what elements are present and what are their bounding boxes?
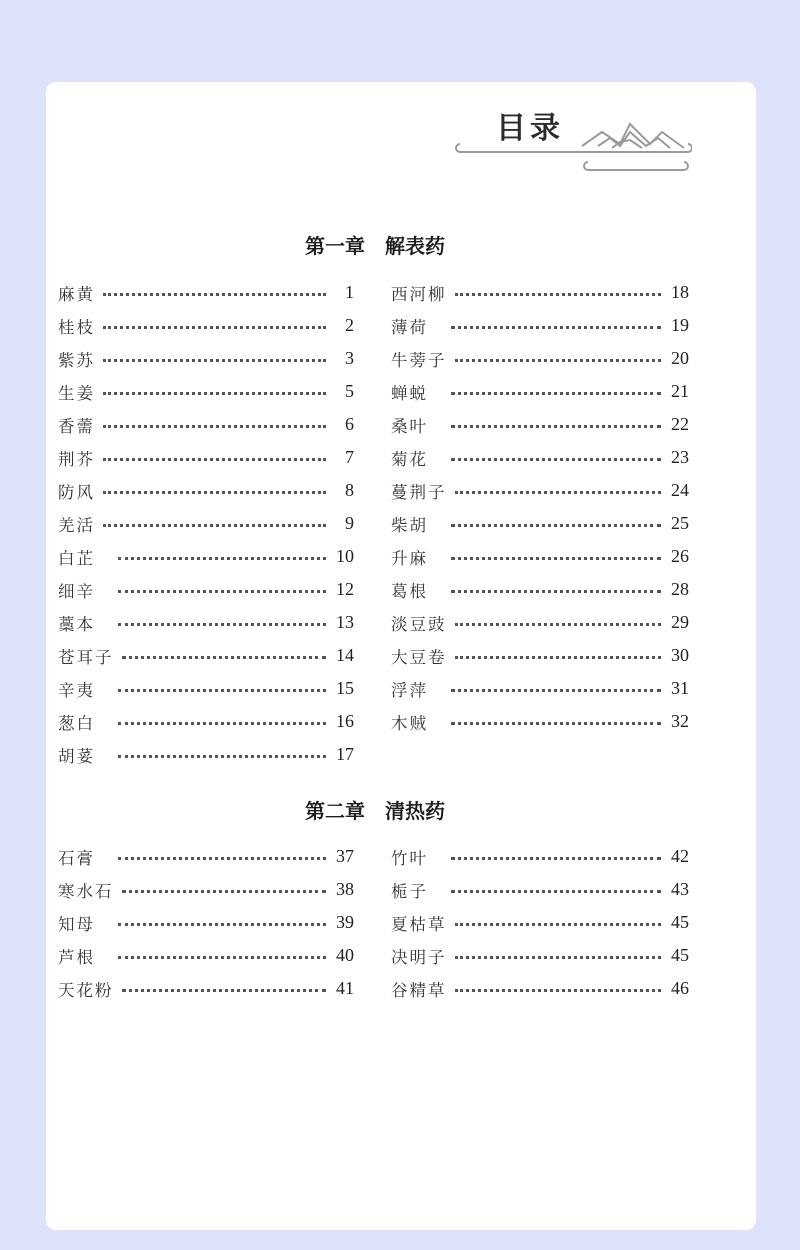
leader-dots [118, 590, 326, 593]
toc-entry-page: 37 [336, 846, 354, 866]
toc-entry[interactable] [391, 873, 689, 906]
toc-entry-name: 苍耳子 [58, 647, 114, 667]
toc-entry-name: 荆芥 [58, 449, 95, 469]
toc-entry-name: 大豆卷 [391, 647, 447, 667]
toc-entry-page: 7 [345, 447, 354, 467]
chapter-2-right-column [391, 840, 689, 1005]
toc-entry-page: 32 [671, 711, 689, 731]
leader-dots [118, 857, 326, 860]
leader-dots [451, 557, 661, 560]
leader-dots [451, 890, 661, 893]
toc-entry-page: 45 [671, 912, 689, 932]
toc-entry-name: 胡荽 [58, 746, 95, 766]
leader-dots [103, 458, 326, 461]
toc-entry-page: 20 [671, 348, 689, 368]
toc-entry[interactable] [391, 540, 689, 573]
toc-entry-page: 31 [671, 678, 689, 698]
chapter-1-left-column [58, 276, 354, 771]
leader-dots [451, 326, 661, 329]
toc-entry-name: 浮萍 [391, 680, 428, 700]
toc-entry-page: 6 [345, 414, 354, 434]
toc-entry[interactable] [58, 276, 354, 309]
toc-entry-name: 菊花 [391, 449, 428, 469]
toc-entry-page: 25 [671, 513, 689, 533]
toc-entry[interactable] [58, 441, 354, 474]
toc-entry-page: 17 [336, 744, 354, 764]
toc-entry[interactable] [391, 906, 689, 939]
leader-dots [451, 458, 661, 461]
toc-entry[interactable] [58, 738, 354, 771]
toc-entry[interactable] [391, 606, 689, 639]
leader-dots [451, 689, 661, 692]
leader-dots [118, 923, 326, 926]
toc-entry-name: 紫苏 [58, 350, 95, 370]
leader-dots [103, 326, 326, 329]
toc-entry-page: 21 [671, 381, 689, 401]
toc-entry-name: 栀子 [391, 881, 428, 901]
toc-entry-name: 升麻 [391, 548, 428, 568]
toc-entry-page: 1 [345, 282, 354, 302]
toc-entry[interactable] [391, 840, 689, 873]
toc-entry[interactable] [391, 408, 689, 441]
toc-entry-name: 薄荷 [391, 317, 428, 337]
leader-dots [451, 722, 661, 725]
toc-entry-name: 夏枯草 [391, 914, 447, 934]
toc-entry-name: 香薷 [58, 416, 95, 436]
leader-dots [103, 359, 326, 362]
mountain-line-ornament [452, 110, 692, 174]
toc-entry-name: 竹叶 [391, 848, 428, 868]
leader-dots [118, 557, 326, 560]
toc-entry-name: 决明子 [391, 947, 447, 967]
toc-entry[interactable] [391, 972, 689, 1005]
toc-entry-page: 16 [336, 711, 354, 731]
toc-entry-page: 28 [671, 579, 689, 599]
page-title: 目录 [492, 111, 568, 147]
toc-entry-page: 45 [671, 945, 689, 965]
toc-entry[interactable] [58, 309, 354, 342]
leader-dots [103, 392, 326, 395]
leader-dots [451, 590, 661, 593]
toc-entry-name: 羌活 [58, 515, 95, 535]
toc-entry-page: 15 [336, 678, 354, 698]
toc-entry[interactable] [58, 939, 354, 972]
toc-entry[interactable] [391, 474, 689, 507]
toc-entry-page: 22 [671, 414, 689, 434]
toc-entry-name: 柴胡 [391, 515, 428, 535]
toc-entry[interactable] [58, 906, 354, 939]
leader-dots [103, 491, 326, 494]
toc-entry-name: 葱白 [58, 713, 95, 733]
toc-entry[interactable] [58, 972, 354, 1005]
toc-entry[interactable] [391, 375, 689, 408]
toc-entry-name: 石膏 [58, 848, 95, 868]
toc-entry-page: 42 [671, 846, 689, 866]
leader-dots [122, 989, 327, 992]
leader-dots [118, 689, 326, 692]
toc-entry-page: 2 [345, 315, 354, 335]
toc-entry-page: 19 [671, 315, 689, 335]
leader-dots [118, 722, 326, 725]
leader-dots [455, 656, 662, 659]
toc-entry-name: 辛夷 [58, 680, 95, 700]
toc-entry-name: 寒水石 [58, 881, 114, 901]
toc-entry-name: 葛根 [391, 581, 428, 601]
toc-entry[interactable] [58, 705, 354, 738]
toc-entry-page: 29 [671, 612, 689, 632]
leader-dots [118, 956, 326, 959]
toc-entry[interactable] [58, 573, 354, 606]
toc-entry-name: 木贼 [391, 713, 428, 733]
toc-entry[interactable] [391, 441, 689, 474]
leader-dots [451, 392, 661, 395]
leader-dots [122, 656, 327, 659]
toc-entry-page: 23 [671, 447, 689, 467]
leader-dots [455, 491, 662, 494]
toc-entry-page: 14 [336, 645, 354, 665]
leader-dots [455, 956, 662, 959]
leader-dots [451, 524, 661, 527]
leader-dots [455, 293, 662, 296]
chapter-1-right-column [391, 276, 689, 738]
leader-dots [455, 989, 662, 992]
leader-dots [103, 425, 326, 428]
toc-entry-name: 细辛 [58, 581, 95, 601]
toc-entry-name: 藁本 [58, 614, 95, 634]
toc-entry-page: 12 [336, 579, 354, 599]
chapter-title: 第一章 解表药 [305, 234, 445, 258]
toc-entry-name: 桑叶 [391, 416, 428, 436]
toc-entry[interactable] [391, 342, 689, 375]
toc-entry-name: 牛蒡子 [391, 350, 447, 370]
toc-entry-name: 知母 [58, 914, 95, 934]
toc-entry-page: 39 [336, 912, 354, 932]
toc-entry-page: 30 [671, 645, 689, 665]
leader-dots [451, 425, 661, 428]
toc-entry-page: 9 [345, 513, 354, 533]
toc-entry[interactable] [58, 474, 354, 507]
leader-dots [122, 890, 327, 893]
leader-dots [103, 293, 326, 296]
leader-dots [455, 623, 662, 626]
leader-dots [451, 857, 661, 860]
toc-entry[interactable] [391, 507, 689, 540]
toc-entry[interactable] [58, 540, 354, 573]
toc-entry-name: 芦根 [58, 947, 95, 967]
leader-dots [455, 359, 662, 362]
toc-entry-name: 谷精草 [391, 980, 447, 1000]
toc-entry-name: 淡豆豉 [391, 614, 447, 634]
toc-entry[interactable] [58, 408, 354, 441]
toc-entry-page: 8 [345, 480, 354, 500]
toc-entry[interactable] [391, 573, 689, 606]
toc-entry[interactable] [58, 639, 354, 672]
toc-entry[interactable] [391, 309, 689, 342]
toc-entry-page: 40 [336, 945, 354, 965]
toc-entry-page: 18 [671, 282, 689, 302]
toc-entry[interactable] [58, 375, 354, 408]
leader-dots [455, 923, 662, 926]
toc-entry[interactable] [391, 705, 689, 738]
leader-dots [118, 623, 326, 626]
toc-entry[interactable] [58, 873, 354, 906]
toc-entry-page: 46 [671, 978, 689, 998]
toc-entry-name: 生姜 [58, 383, 95, 403]
toc-entry-name: 天花粉 [58, 980, 114, 1000]
toc-entry[interactable] [58, 672, 354, 705]
toc-entry-page: 24 [671, 480, 689, 500]
toc-entry[interactable] [58, 342, 354, 375]
toc-entry[interactable] [391, 276, 689, 309]
toc-entry-name: 麻黄 [58, 284, 95, 304]
toc-entry-name: 白芷 [58, 548, 95, 568]
leader-dots [118, 755, 326, 758]
toc-entry-page: 43 [671, 879, 689, 899]
toc-entry-name: 西河柳 [391, 284, 447, 304]
toc-entry-name: 防风 [58, 482, 95, 502]
toc-entry-page: 26 [671, 546, 689, 566]
chapter-title: 第二章 清热药 [305, 799, 445, 823]
toc-entry-page: 3 [345, 348, 354, 368]
toc-entry-page: 5 [345, 381, 354, 401]
toc-entry-page: 38 [336, 879, 354, 899]
toc-entry-name: 蔓荆子 [391, 482, 447, 502]
leader-dots [103, 524, 326, 527]
toc-entry-page: 10 [336, 546, 354, 566]
toc-entry[interactable] [391, 939, 689, 972]
toc-entry-page: 13 [336, 612, 354, 632]
toc-entry[interactable] [391, 672, 689, 705]
chapter-2-left-column [58, 840, 354, 1005]
toc-entry-name: 蝉蜕 [391, 383, 428, 403]
toc-entry[interactable] [58, 840, 354, 873]
toc-entry[interactable] [58, 507, 354, 540]
toc-entry-name: 桂枝 [58, 317, 95, 337]
toc-entry-page: 41 [336, 978, 354, 998]
toc-entry[interactable] [58, 606, 354, 639]
toc-entry[interactable] [391, 639, 689, 672]
